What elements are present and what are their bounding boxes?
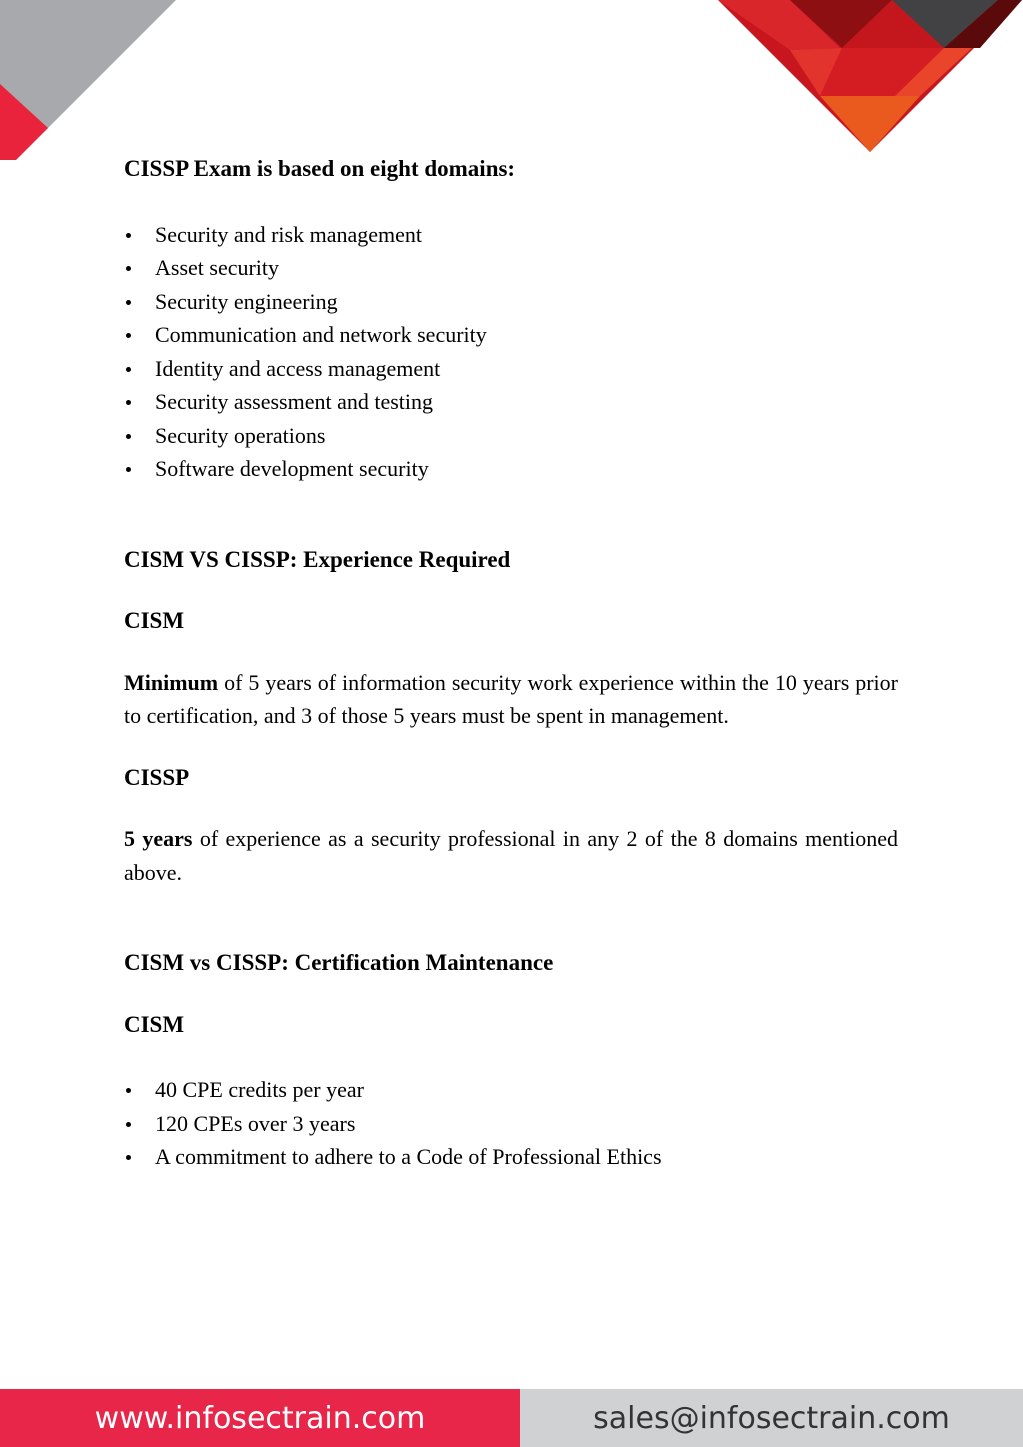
website-link[interactable]: www.infosectrain.com (0, 1389, 520, 1447)
maintenance-list (124, 1073, 898, 1174)
document-body (124, 152, 898, 1174)
list-item: Communication and network security (124, 318, 898, 352)
list-item: Asset security (124, 251, 898, 285)
cissp-experience-body: of experience as a security professional in any 2 of the 8 domains mentioned above. (124, 826, 898, 885)
domains-heading: CISSP Exam is based on eight domains: (124, 156, 516, 181)
cissp-experience-label: CISSP (124, 764, 190, 790)
list-item: 40 CPE credits per year (124, 1073, 898, 1107)
cism-experience-body: of 5 years of information security work experience within the 10 years prior to certification, and 3 of those 5 years must be spent in management. (124, 669, 898, 728)
domains-list (124, 218, 898, 486)
list-item: Identity and access management (124, 352, 898, 386)
cism-experience-lead: Minimum (124, 669, 219, 695)
list-item: Software development security (124, 452, 898, 486)
cism-experience-text (124, 666, 898, 733)
cissp-experience-lead: 5 years (124, 826, 193, 851)
footer-bar (0, 1389, 1023, 1447)
list-item: Security operations (124, 419, 898, 453)
cissp-experience-text (124, 822, 898, 889)
list-item: Security assessment and testing (124, 385, 898, 419)
list-item: A commitment to adhere to a Code of Professional Ethics (124, 1140, 898, 1174)
corner-decoration (0, 0, 1023, 160)
list-item: Security and risk management (124, 218, 898, 252)
list-item: Security engineering (124, 285, 898, 319)
experience-heading: CISM VS CISSP: Experience Required (124, 546, 511, 572)
cism-maintenance-label: CISM (124, 1011, 185, 1037)
cism-experience-label: CISM (124, 608, 185, 633)
list-item: 120 CPEs over 3 years (124, 1107, 898, 1141)
email-link[interactable]: sales@infosectrain.com (520, 1389, 1023, 1447)
maintenance-heading: CISM vs CISSP: Certification Maintenance (124, 950, 554, 975)
